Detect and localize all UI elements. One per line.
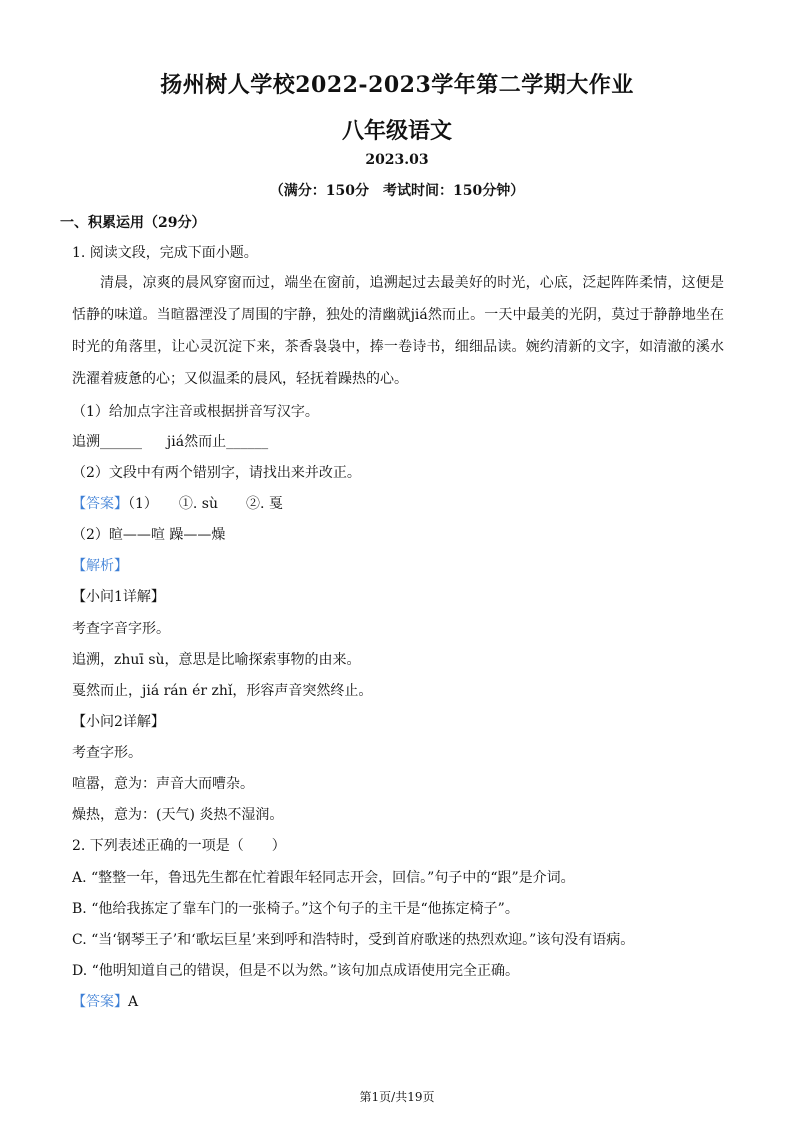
page-title: 扬州树人学校2022-2023学年第二学期大作业 (160, 72, 634, 98)
detail1-label: 【小问1详解】 (72, 589, 165, 605)
q1-prompt: 1. 阅读文段，完成下面小题。 (72, 245, 258, 261)
answer-label: 【答案】 (72, 496, 128, 512)
q1-answer-2: （2）暄——喧 躁——燥 (72, 527, 226, 543)
detail2-line3: 燥热，意为：(天气) 炎热不湿润。 (72, 807, 284, 823)
q2-option-c: C. “当‘钢琴王子’和‘歌坛巨星’来到呼和浩特时，受到首府歌迷的热烈欢迎。”该句没有语病。 (72, 932, 635, 948)
detail2-line2: 喧嚣，意为：声音大而嘈杂。 (72, 776, 254, 792)
exam-date: 2023.03 (365, 152, 429, 168)
section-heading: 一、积累运用（29分） (60, 215, 206, 231)
detail2-line1: 考查字形。 (72, 745, 142, 761)
blank-a: 追溯______ (72, 434, 142, 450)
q2-option-a: A. “整整一年，鲁迅先生都在忙着跟年轻同志开会，回信。”句子中的“跟”是介词。 (72, 870, 575, 886)
q2-option-d: D. “他明知道自己的错误，但是不以为然。”该句加点成语使用完全正确。 (72, 963, 519, 979)
detail1-line3: 戛然而止，jiá rán ér zhǐ，形容声音突然终止。 (72, 683, 373, 699)
q1-answer (72, 494, 722, 514)
detail1-line1: 考查字音字形。 (72, 621, 170, 637)
q2-answer (72, 992, 722, 1012)
score-info: （满分：150分 考试时间：150分钟） (269, 183, 525, 199)
q1-passage: 清晨，凉爽的晨风穿窗而过，端坐在窗前，追溯起过去最美好的时光，心底，泛起阵阵柔情，这便是恬静的味道。当暄嚣湮没了周围的宇静，独处的清幽就jiá然而止。一天中最美的光阴，莫过于静静地坐在时光的角落里，让心灵沉淀下来，茶香袅袅中，捧一卷诗书，细细品读。婉约清新的文字，如清澈的溪水洗濯着疲惫的心；又似温柔的晨风，轻抚着躁热的心。 (72, 275, 724, 387)
q2-prompt: 2. 下列表述正确的一项是（ ） (72, 838, 286, 854)
answer-value: A (128, 994, 139, 1010)
q1-sub2: （2）文段中有两个错别字，请找出来并改正。 (72, 465, 361, 481)
page-subtitle: 八年级语文 (341, 118, 452, 144)
answer-label: 【答案】 (72, 994, 128, 1010)
page-footer: 第1页/共19页 (359, 1090, 435, 1104)
blank-b: jiá然而止______ (166, 434, 269, 450)
detail2-label: 【小问2详解】 (72, 714, 165, 730)
answer-1: （1） ①. sù ②. 戛 (128, 496, 283, 512)
q1-blanks (72, 432, 722, 452)
q2-option-b: B. “他给我拣定了靠车门的一张椅子。”这个句子的主干是“他拣定椅子”。 (72, 901, 519, 917)
analysis-label: 【解析】 (72, 558, 128, 574)
detail1-line2: 追溯，zhuī sù，意思是比喻探索事物的由来。 (72, 652, 361, 668)
q1-sub1: （1）给加点字注音或根据拼音写汉字。 (72, 404, 319, 420)
